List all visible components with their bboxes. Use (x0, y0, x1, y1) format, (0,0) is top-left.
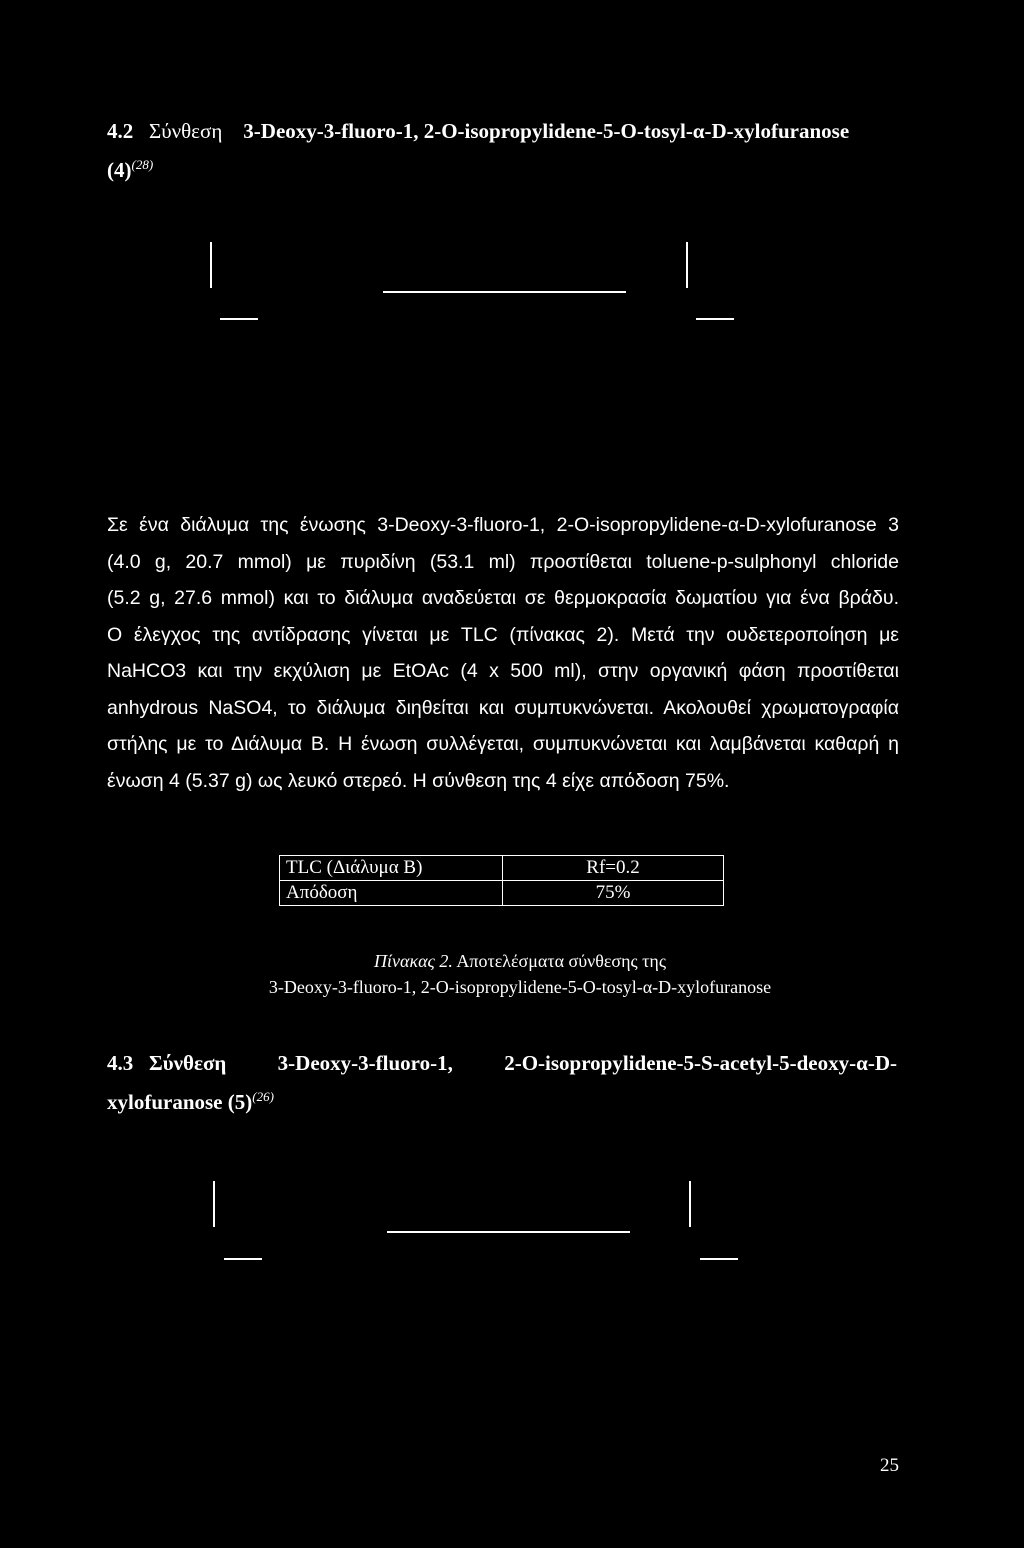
bond-line (387, 1231, 630, 1233)
table-cell-label: Απόδοση (280, 881, 503, 906)
section-heading-4-3 (107, 1046, 897, 1119)
paragraph-line: anhydrous NaSO4, το διάλυμα διηθείται και συμπυκνώνεται. Ακολουθεί χρωματογραφία (107, 696, 899, 719)
caption-label: Πίνακας 2. (374, 951, 453, 971)
procedure-paragraph (107, 507, 899, 799)
section-word: Σύνθεση (149, 1051, 227, 1075)
paragraph-line: ένωση 4 (5.37 g) ως λευκό στερεό. Η σύνθεση της 4 είχε απόδοση 75%. (107, 769, 730, 792)
bond-line (210, 242, 212, 288)
caption-line-2: 3-Deoxy-3-fluoro-1, 2-O-isopropylidene-5-O-tosyl-α-D-xylofuranose (268, 977, 772, 997)
page-number: 25 (880, 1455, 899, 1476)
bond-line (696, 318, 734, 320)
compound-number: (4) (107, 158, 132, 182)
paragraph-line: (5.2 g, 27.6 mmol) και το διάλυμα αναδεύεται σε θερμοκρασία δωματίου για ένα βράδυ. (107, 587, 899, 609)
paragraph-line: στήλης με το Διάλυμα Β. Η ένωση συλλέγεται, συμπυκνώνεται και λαμβάνεται καθαρή η (107, 733, 899, 755)
table-cell-label: TLC (Διάλυμα Β) (280, 856, 503, 881)
bond-line (689, 1181, 691, 1227)
table-cell-value: 75% (503, 881, 724, 906)
bond-line (700, 1258, 738, 1260)
paragraph-line: Ο έλεγχος της αντίδρασης γίνεται με TLC (πίνακας 2). Μετά την ουδετεροποίηση με (107, 623, 899, 646)
section-title: 3-Deoxy-3-fluoro-1, 2-O-isopropylidene-5-O-tosyl-α-D-xylofuranose (243, 119, 850, 143)
section-word: Σύνθεση (149, 119, 223, 143)
section-title-line-2: xylofuranose (5) (107, 1090, 253, 1114)
reference-marker: (28) (131, 157, 154, 172)
section-title-part-a: 3-Deoxy-3-fluoro-1, (277, 1051, 453, 1075)
results-table (279, 855, 724, 906)
paragraph-line: Σε ένα διάλυμα της ένωσης 3-Deoxy-3-fluoro-1, 2-O-isopropylidene-α-D-xylofuranose 3 (107, 514, 899, 536)
table-caption (180, 948, 860, 1000)
section-number: 4.2 (107, 119, 134, 143)
section-title-part-b: 2-O-isopropylidene-5-S-acetyl-5-deoxy-α-D- (504, 1051, 897, 1075)
caption-text: Αποτελέσματα σύνθεσης της (452, 951, 666, 971)
paragraph-line: NaHCO3 και την εκχύλιση με EtOAc (4 x 500 ml), στην οργανική φάση προστίθεται (107, 660, 899, 682)
bond-line (383, 291, 626, 293)
paragraph-line: (4.0 g, 20.7 mmol) με πυριδίνη (53.1 ml) προστίθεται toluene-p-sulphonyl chloride (107, 550, 899, 573)
bond-line (220, 318, 258, 320)
reference-marker: (26) (252, 1089, 274, 1104)
bond-line (224, 1258, 262, 1260)
bond-line (686, 242, 688, 288)
section-number: 4.3 (107, 1051, 134, 1075)
table-row (280, 881, 724, 906)
table-row (280, 856, 724, 881)
table-cell-value: Rf=0.2 (503, 856, 724, 881)
bond-line (213, 1181, 215, 1227)
section-heading-4-2 (107, 114, 897, 187)
